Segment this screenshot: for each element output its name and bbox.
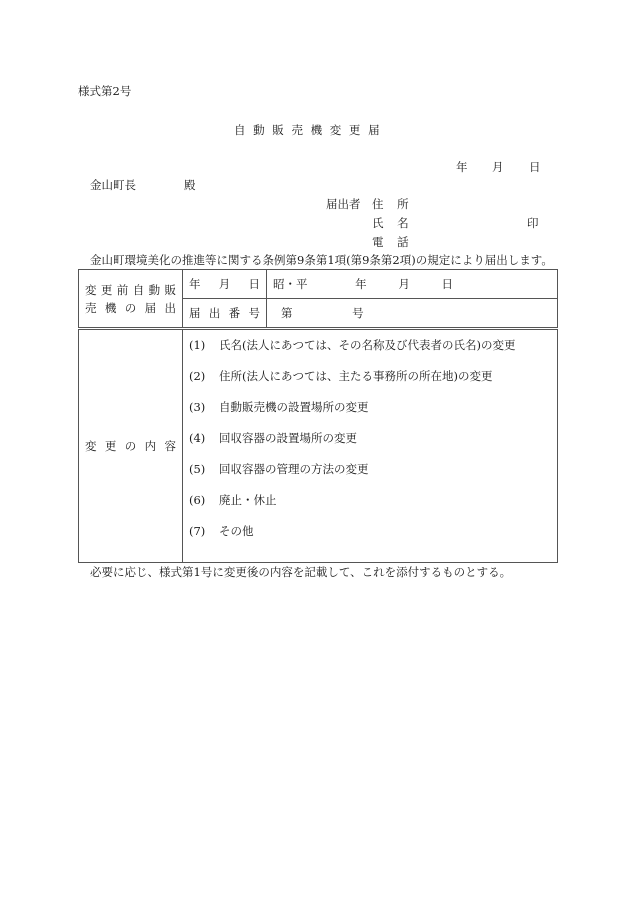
date-month-label: 月 bbox=[492, 160, 504, 174]
change-item[interactable]: (6) 廃止・休止 bbox=[189, 493, 277, 507]
prior-header-line1: 変更前自動販 bbox=[85, 282, 176, 297]
change-item[interactable]: (1) 氏名(法人にあつては、その名称及び代表者の氏名)の変更 bbox=[189, 338, 516, 352]
phone-label: 電 話 bbox=[372, 235, 409, 249]
page-title: 自 動 販 売 機 変 更 届 bbox=[234, 123, 380, 137]
notification-number-field[interactable] bbox=[267, 299, 558, 329]
notification-number-label: 届出番号 bbox=[183, 299, 267, 329]
change-items-list bbox=[183, 329, 558, 563]
number-suffix: 号 bbox=[352, 306, 364, 320]
era-year: 年 bbox=[355, 277, 367, 291]
change-item[interactable]: (2) 住所(法人にあつては、主たる事務所の所在地)の変更 bbox=[189, 369, 493, 383]
change-item[interactable]: (4) 回収容器の設置場所の変更 bbox=[189, 431, 357, 445]
applicant-label: 届出者 bbox=[326, 197, 361, 211]
form-number: 様式第2号 bbox=[78, 84, 132, 98]
prior-date-label: 年 月 日 bbox=[183, 270, 267, 299]
change-form-table bbox=[78, 269, 558, 563]
era-month: 月 bbox=[398, 277, 410, 291]
date-year-label: 年 bbox=[456, 160, 468, 174]
statement: 金山町環境美化の推進等に関する条例第9条第1項(第9条第2項)の規定により届出します。 bbox=[90, 253, 553, 267]
footnote: 必要に応じ、様式第1号に変更後の内容を記載して、これを添付するものとする。 bbox=[90, 565, 512, 579]
seal-mark: 印 bbox=[527, 216, 539, 230]
addressee-name: 金山町長 bbox=[90, 178, 136, 192]
prior-header-line2: 売機の届出 bbox=[85, 300, 176, 315]
era-prefix: 昭・平 bbox=[273, 277, 308, 291]
name-label: 氏 名 bbox=[372, 216, 409, 230]
address-label: 住 所 bbox=[372, 197, 409, 211]
change-item[interactable]: (5) 回収容器の管理の方法の変更 bbox=[189, 462, 369, 476]
change-item[interactable]: (3) 自動販売機の設置場所の変更 bbox=[189, 400, 369, 414]
addressee-honorific: 殿 bbox=[184, 178, 196, 192]
era-day: 日 bbox=[441, 277, 453, 291]
prior-date-field[interactable] bbox=[267, 270, 558, 299]
change-content-label: 変更の内容 bbox=[79, 329, 183, 563]
number-prefix: 第 bbox=[281, 306, 293, 320]
prior-notification-header bbox=[79, 270, 183, 329]
change-item[interactable]: (7) その他 bbox=[189, 524, 254, 538]
date-day-label: 日 bbox=[529, 160, 541, 174]
